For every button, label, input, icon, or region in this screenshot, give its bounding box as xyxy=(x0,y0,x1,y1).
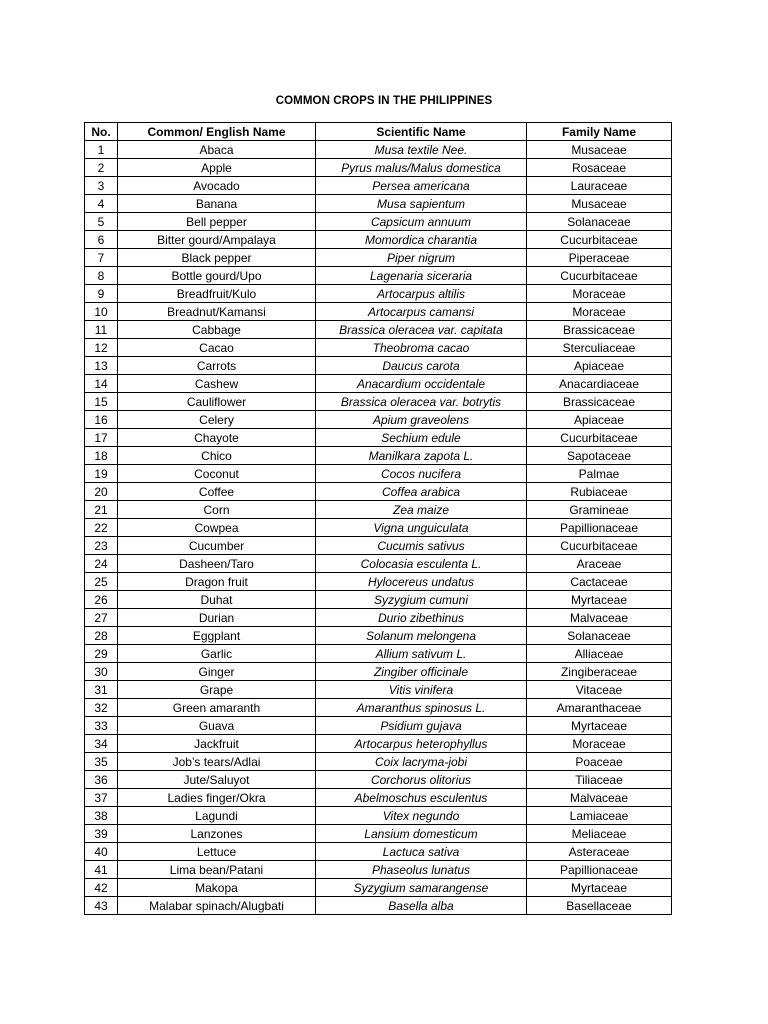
table-row xyxy=(85,411,672,429)
table-row xyxy=(85,627,672,645)
cell-family-name: Musaceae xyxy=(527,195,672,213)
cell-no: 42 xyxy=(85,879,118,897)
cell-family-name: Rosaceae xyxy=(527,159,672,177)
table-row xyxy=(85,681,672,699)
cell-scientific-name: Lagenaria siceraria xyxy=(316,267,527,285)
table-row xyxy=(85,303,672,321)
cell-common-name: Breadnut/Kamansi xyxy=(118,303,316,321)
cell-scientific-name: Hylocereus undatus xyxy=(316,573,527,591)
cell-no: 28 xyxy=(85,627,118,645)
table-row xyxy=(85,735,672,753)
cell-family-name: Myrtaceae xyxy=(527,879,672,897)
cell-common-name: Coconut xyxy=(118,465,316,483)
cell-no: 21 xyxy=(85,501,118,519)
cell-scientific-name: Vigna unguiculata xyxy=(316,519,527,537)
cell-scientific-name: Anacardium occidentale xyxy=(316,375,527,393)
cell-no: 36 xyxy=(85,771,118,789)
table-row xyxy=(85,357,672,375)
cell-family-name: Brassicaceae xyxy=(527,393,672,411)
cell-common-name: Grape xyxy=(118,681,316,699)
table-row xyxy=(85,609,672,627)
cell-no: 38 xyxy=(85,807,118,825)
cell-family-name: Alliaceae xyxy=(527,645,672,663)
cell-no: 7 xyxy=(85,249,118,267)
cell-family-name: Musaceae xyxy=(527,141,672,159)
cell-common-name: Carrots xyxy=(118,357,316,375)
cell-scientific-name: Allium sativum L. xyxy=(316,645,527,663)
cell-scientific-name: Colocasia esculenta L. xyxy=(316,555,527,573)
table-row xyxy=(85,231,672,249)
cell-scientific-name: Solanum melongena xyxy=(316,627,527,645)
table-row xyxy=(85,447,672,465)
table-row xyxy=(85,717,672,735)
cell-common-name: Avocado xyxy=(118,177,316,195)
table-row xyxy=(85,501,672,519)
cell-family-name: Gramineae xyxy=(527,501,672,519)
cell-no: 13 xyxy=(85,357,118,375)
cell-scientific-name: Artocarpus heterophyllus xyxy=(316,735,527,753)
table-row xyxy=(85,591,672,609)
cell-common-name: Cowpea xyxy=(118,519,316,537)
table-row xyxy=(85,771,672,789)
cell-no: 22 xyxy=(85,519,118,537)
table-row xyxy=(85,177,672,195)
cell-scientific-name: Brassica oleracea var. capitata xyxy=(316,321,527,339)
cell-scientific-name: Lactuca sativa xyxy=(316,843,527,861)
cell-no: 24 xyxy=(85,555,118,573)
cell-scientific-name: Artocarpus altilis xyxy=(316,285,527,303)
cell-common-name: Lettuce xyxy=(118,843,316,861)
cell-common-name: Dragon fruit xyxy=(118,573,316,591)
table-row xyxy=(85,519,672,537)
cell-scientific-name: Apium graveolens xyxy=(316,411,527,429)
cell-no: 41 xyxy=(85,861,118,879)
cell-no: 23 xyxy=(85,537,118,555)
cell-common-name: Ginger xyxy=(118,663,316,681)
cell-scientific-name: Vitex negundo xyxy=(316,807,527,825)
table-row xyxy=(85,537,672,555)
header-no: No. xyxy=(85,123,118,141)
header-family-name: Family Name xyxy=(527,123,672,141)
cell-scientific-name: Piper nigrum xyxy=(316,249,527,267)
cell-no: 34 xyxy=(85,735,118,753)
cell-family-name: Basellaceae xyxy=(527,897,672,915)
cell-common-name: Eggplant xyxy=(118,627,316,645)
cell-family-name: Brassicaceae xyxy=(527,321,672,339)
cell-no: 16 xyxy=(85,411,118,429)
cell-family-name: Apiaceae xyxy=(527,411,672,429)
cell-scientific-name: Abelmoschus esculentus xyxy=(316,789,527,807)
table-row xyxy=(85,465,672,483)
cell-no: 29 xyxy=(85,645,118,663)
cell-common-name: Jackfruit xyxy=(118,735,316,753)
cell-family-name: Poaceae xyxy=(527,753,672,771)
cell-family-name: Meliaceae xyxy=(527,825,672,843)
table-row xyxy=(85,897,672,915)
cell-no: 37 xyxy=(85,789,118,807)
cell-no: 14 xyxy=(85,375,118,393)
table-row xyxy=(85,663,672,681)
cell-common-name: Guava xyxy=(118,717,316,735)
cell-scientific-name: Brassica oleracea var. botrytis xyxy=(316,393,527,411)
table-row xyxy=(85,807,672,825)
cell-common-name: Bell pepper xyxy=(118,213,316,231)
cell-family-name: Cucurbitaceae xyxy=(527,231,672,249)
cell-family-name: Solanaceae xyxy=(527,627,672,645)
cell-no: 35 xyxy=(85,753,118,771)
cell-common-name: Corn xyxy=(118,501,316,519)
cell-family-name: Papillionaceae xyxy=(527,519,672,537)
cell-family-name: Sapotaceae xyxy=(527,447,672,465)
cell-no: 9 xyxy=(85,285,118,303)
cell-family-name: Malvaceae xyxy=(527,609,672,627)
crops-table xyxy=(84,122,672,915)
table-row xyxy=(85,213,672,231)
cell-common-name: Malabar spinach/Alugbati xyxy=(118,897,316,915)
cell-common-name: Cacao xyxy=(118,339,316,357)
cell-common-name: Chayote xyxy=(118,429,316,447)
table-row xyxy=(85,573,672,591)
table-row xyxy=(85,375,672,393)
table-row xyxy=(85,267,672,285)
cell-common-name: Cabbage xyxy=(118,321,316,339)
table-row xyxy=(85,195,672,213)
cell-common-name: Garlic xyxy=(118,645,316,663)
cell-no: 39 xyxy=(85,825,118,843)
cell-no: 43 xyxy=(85,897,118,915)
cell-no: 12 xyxy=(85,339,118,357)
cell-scientific-name: Cocos nucifera xyxy=(316,465,527,483)
cell-no: 25 xyxy=(85,573,118,591)
cell-no: 30 xyxy=(85,663,118,681)
cell-no: 32 xyxy=(85,699,118,717)
cell-common-name: Green amaranth xyxy=(118,699,316,717)
cell-scientific-name: Phaseolus lunatus xyxy=(316,861,527,879)
cell-scientific-name: Sechium edule xyxy=(316,429,527,447)
cell-family-name: Araceae xyxy=(527,555,672,573)
cell-no: 27 xyxy=(85,609,118,627)
cell-family-name: Anacardiaceae xyxy=(527,375,672,393)
table-row xyxy=(85,825,672,843)
cell-no: 11 xyxy=(85,321,118,339)
cell-family-name: Asteraceae xyxy=(527,843,672,861)
cell-common-name: Lanzones xyxy=(118,825,316,843)
table-row xyxy=(85,879,672,897)
cell-scientific-name: Durio zibethinus xyxy=(316,609,527,627)
cell-no: 17 xyxy=(85,429,118,447)
table-body xyxy=(85,141,672,915)
table-row xyxy=(85,843,672,861)
cell-common-name: Dasheen/Taro xyxy=(118,555,316,573)
cell-scientific-name: Amaranthus spinosus L. xyxy=(316,699,527,717)
cell-scientific-name: Momordica charantia xyxy=(316,231,527,249)
cell-scientific-name: Coffea arabica xyxy=(316,483,527,501)
cell-family-name: Cactaceae xyxy=(527,573,672,591)
cell-no: 4 xyxy=(85,195,118,213)
cell-family-name: Cucurbitaceae xyxy=(527,429,672,447)
cell-no: 19 xyxy=(85,465,118,483)
cell-scientific-name: Zea maize xyxy=(316,501,527,519)
table-row xyxy=(85,861,672,879)
cell-family-name: Myrtaceae xyxy=(527,717,672,735)
cell-no: 33 xyxy=(85,717,118,735)
table-row xyxy=(85,393,672,411)
table-row xyxy=(85,285,672,303)
cell-scientific-name: Coix lacryma-jobi xyxy=(316,753,527,771)
cell-scientific-name: Artocarpus camansi xyxy=(316,303,527,321)
table-row xyxy=(85,699,672,717)
cell-no: 10 xyxy=(85,303,118,321)
cell-family-name: Piperaceae xyxy=(527,249,672,267)
cell-common-name: Ladies finger/Okra xyxy=(118,789,316,807)
header-scientific-name: Scientific Name xyxy=(316,123,527,141)
cell-family-name: Solanaceae xyxy=(527,213,672,231)
cell-common-name: Cucumber xyxy=(118,537,316,555)
cell-common-name: Lima bean/Patani xyxy=(118,861,316,879)
cell-family-name: Cucurbitaceae xyxy=(527,537,672,555)
cell-common-name: Duhat xyxy=(118,591,316,609)
cell-scientific-name: Syzygium samarangense xyxy=(316,879,527,897)
cell-family-name: Zingiberaceae xyxy=(527,663,672,681)
cell-common-name: Durian xyxy=(118,609,316,627)
page-title: COMMON CROPS IN THE PHILIPPINES xyxy=(275,95,493,107)
cell-no: 40 xyxy=(85,843,118,861)
cell-common-name: Chico xyxy=(118,447,316,465)
cell-scientific-name: Vitis vinifera xyxy=(316,681,527,699)
cell-family-name: Amaranthaceae xyxy=(527,699,672,717)
table-header-row xyxy=(85,123,672,141)
cell-common-name: Jute/Saluyot xyxy=(118,771,316,789)
cell-family-name: Apiaceae xyxy=(527,357,672,375)
cell-scientific-name: Psidium gujava xyxy=(316,717,527,735)
cell-common-name: Bitter gourd/Ampalaya xyxy=(118,231,316,249)
table-row xyxy=(85,483,672,501)
table-row xyxy=(85,249,672,267)
cell-family-name: Palmae xyxy=(527,465,672,483)
cell-common-name: Coffee xyxy=(118,483,316,501)
cell-common-name: Breadfruit/Kulo xyxy=(118,285,316,303)
cell-no: 1 xyxy=(85,141,118,159)
cell-family-name: Rubiaceae xyxy=(527,483,672,501)
cell-scientific-name: Theobroma cacao xyxy=(316,339,527,357)
table-row xyxy=(85,645,672,663)
table-row xyxy=(85,555,672,573)
cell-common-name: Cauliflower xyxy=(118,393,316,411)
cell-family-name: Vitaceae xyxy=(527,681,672,699)
cell-scientific-name: Lansium domesticum xyxy=(316,825,527,843)
cell-scientific-name: Corchorus olitorius xyxy=(316,771,527,789)
cell-no: 26 xyxy=(85,591,118,609)
cell-scientific-name: Musa sapientum xyxy=(316,195,527,213)
cell-no: 18 xyxy=(85,447,118,465)
cell-family-name: Lauraceae xyxy=(527,177,672,195)
cell-family-name: Sterculiaceae xyxy=(527,339,672,357)
table-row xyxy=(85,141,672,159)
table-row xyxy=(85,321,672,339)
cell-common-name: Apple xyxy=(118,159,316,177)
cell-no: 8 xyxy=(85,267,118,285)
cell-common-name: Lagundi xyxy=(118,807,316,825)
cell-family-name: Papillionaceae xyxy=(527,861,672,879)
cell-family-name: Malvaceae xyxy=(527,789,672,807)
cell-scientific-name: Daucus carota xyxy=(316,357,527,375)
table-row xyxy=(85,429,672,447)
cell-no: 20 xyxy=(85,483,118,501)
cell-family-name: Moraceae xyxy=(527,303,672,321)
header-common-name: Common/ English Name xyxy=(118,123,316,141)
cell-family-name: Tiliaceae xyxy=(527,771,672,789)
cell-scientific-name: Capsicum annuum xyxy=(316,213,527,231)
cell-no: 6 xyxy=(85,231,118,249)
cell-common-name: Job’s tears/Adlai xyxy=(118,753,316,771)
table-row xyxy=(85,339,672,357)
cell-scientific-name: Persea americana xyxy=(316,177,527,195)
cell-no: 31 xyxy=(85,681,118,699)
cell-common-name: Black pepper xyxy=(118,249,316,267)
cell-common-name: Cashew xyxy=(118,375,316,393)
table-row xyxy=(85,789,672,807)
cell-common-name: Celery xyxy=(118,411,316,429)
cell-scientific-name: Manilkara zapota L. xyxy=(316,447,527,465)
cell-no: 5 xyxy=(85,213,118,231)
cell-family-name: Moraceae xyxy=(527,735,672,753)
cell-scientific-name: Syzygium cumuni xyxy=(316,591,527,609)
cell-scientific-name: Pyrus malus/Malus domestica xyxy=(316,159,527,177)
cell-scientific-name: Zingiber officinale xyxy=(316,663,527,681)
cell-family-name: Moraceae xyxy=(527,285,672,303)
cell-scientific-name: Cucumis sativus xyxy=(316,537,527,555)
cell-family-name: Lamiaceae xyxy=(527,807,672,825)
cell-common-name: Makopa xyxy=(118,879,316,897)
table-row xyxy=(85,159,672,177)
cell-family-name: Myrtaceae xyxy=(527,591,672,609)
table-row xyxy=(85,753,672,771)
cell-common-name: Banana xyxy=(118,195,316,213)
cell-family-name: Cucurbitaceae xyxy=(527,267,672,285)
cell-no: 2 xyxy=(85,159,118,177)
cell-common-name: Abaca xyxy=(118,141,316,159)
cell-no: 15 xyxy=(85,393,118,411)
cell-common-name: Bottle gourd/Upo xyxy=(118,267,316,285)
cell-no: 3 xyxy=(85,177,118,195)
cell-scientific-name: Musa textile Nee. xyxy=(316,141,527,159)
cell-scientific-name: Basella alba xyxy=(316,897,527,915)
